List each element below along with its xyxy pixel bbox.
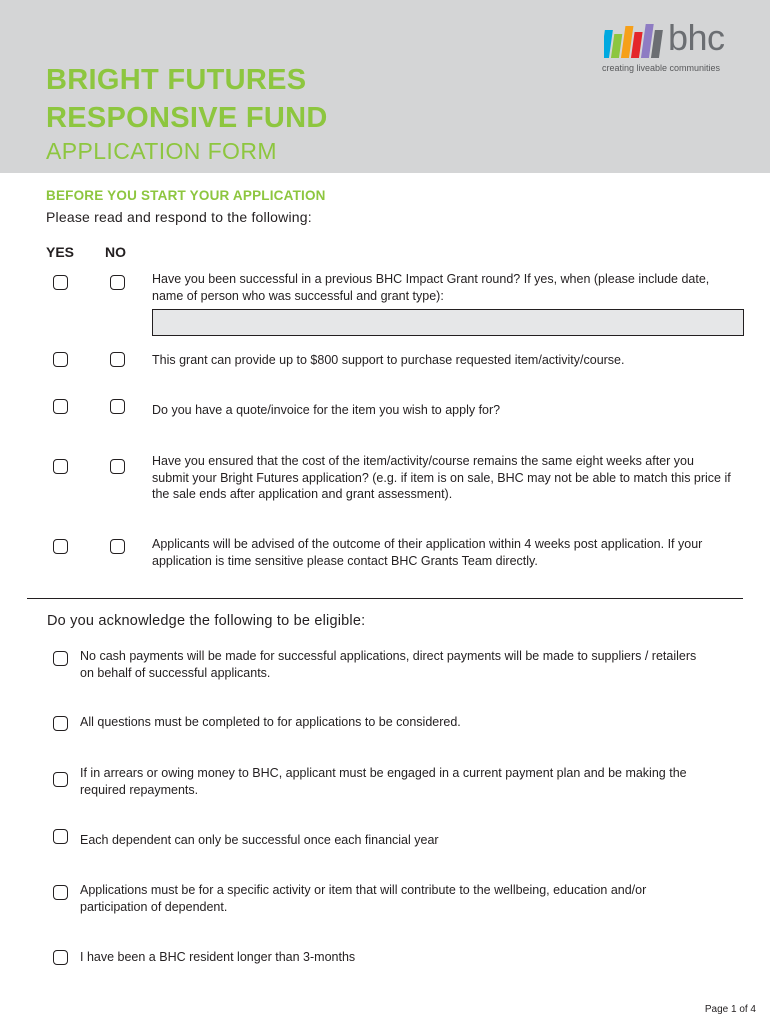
question-3-text: Do you have a quote/invoice for the item you wish to apply for?	[152, 403, 501, 417]
logo-wordmark: bhc	[668, 17, 725, 58]
question-2-yes-checkbox[interactable]	[53, 352, 68, 367]
acknowledge-3-checkbox[interactable]	[53, 772, 68, 787]
question-2-no-checkbox[interactable]	[110, 352, 125, 367]
logo-tagline: creating liveable communities	[602, 63, 721, 73]
before-start-intro: Please read and respond to the following:	[46, 209, 312, 225]
acknowledge-4-text: Each dependent can only be successful once each financial year	[80, 833, 439, 847]
question-2-text: This grant can provide up to $800 support to purchase requested item/activity/course.	[152, 353, 625, 367]
form-title-line-2: RESPONSIVE FUND	[46, 102, 328, 134]
question-5-yes-checkbox[interactable]	[53, 539, 68, 554]
question-1-no-checkbox[interactable]	[110, 275, 125, 290]
no-column-header: NO	[105, 244, 126, 260]
logo-bar	[651, 30, 663, 58]
question-1-yes-checkbox[interactable]	[53, 275, 68, 290]
acknowledge-6-text: I have been a BHC resident longer than 3-months	[80, 950, 356, 964]
header-banner	[0, 0, 770, 173]
logo-bar	[621, 26, 633, 58]
logo-bar	[631, 32, 643, 58]
page-number: Page 1 of 4	[704, 1004, 756, 1015]
acknowledge-2-checkbox[interactable]	[53, 716, 68, 731]
question-4-yes-checkbox[interactable]	[53, 459, 68, 474]
question-4-no-checkbox[interactable]	[110, 459, 125, 474]
logo-bars-icon	[604, 22, 670, 62]
question-4-text: Have you ensured that the cost of the item/activity/course remains the same eight weeks after you submit your Bright Futures application? (e.g. if item is on sale, BHC may not be able to match this price if the sale ends after application and grant assessment).	[152, 454, 731, 501]
question-5-no-checkbox[interactable]	[110, 539, 125, 554]
acknowledge-1-text: No cash payments will be made for successful applications, direct payments will be made to suppliers / retailers on behalf of successful applicants.	[80, 649, 697, 680]
acknowledge-1-checkbox[interactable]	[53, 651, 68, 666]
acknowledge-3-text: If in arrears or owing money to BHC, applicant must be engaged in a current payment plan and be making the required repayments.	[80, 766, 687, 797]
question-3-no-checkbox[interactable]	[110, 399, 125, 414]
question-3-yes-checkbox[interactable]	[53, 399, 68, 414]
section-divider	[27, 598, 743, 599]
bhc-logo	[600, 18, 750, 78]
acknowledge-5-checkbox[interactable]	[53, 885, 68, 900]
yes-column-header: YES	[46, 244, 75, 260]
acknowledge-2-text: All questions must be completed to for applications to be considered.	[80, 715, 461, 729]
acknowledge-6-checkbox[interactable]	[53, 950, 68, 965]
acknowledge-4-checkbox[interactable]	[53, 829, 68, 844]
question-1-text: Have you been successful in a previous BHC Impact Grant round? If yes, when (please include date, name of person who was successful and grant type):	[152, 272, 710, 303]
previous-grant-details-input[interactable]	[152, 309, 744, 336]
question-5-text: Applicants will be advised of the outcome of their application within 4 weeks post application. If your application is time sensitive please contact BHC Grants Team directly.	[152, 537, 703, 568]
logo-bar	[611, 34, 622, 58]
form-subtitle: APPLICATION FORM	[46, 138, 277, 164]
before-start-heading: BEFORE YOU START YOUR APPLICATION	[46, 188, 326, 203]
acknowledge-heading: Do you acknowledge the following to be eligible:	[47, 613, 366, 629]
acknowledge-5-text: Applications must be for a specific activity or item that will contribute to the wellbeing, education and/or participation of dependent.	[80, 883, 647, 914]
form-title-line-1: BRIGHT FUTURES	[46, 64, 307, 96]
